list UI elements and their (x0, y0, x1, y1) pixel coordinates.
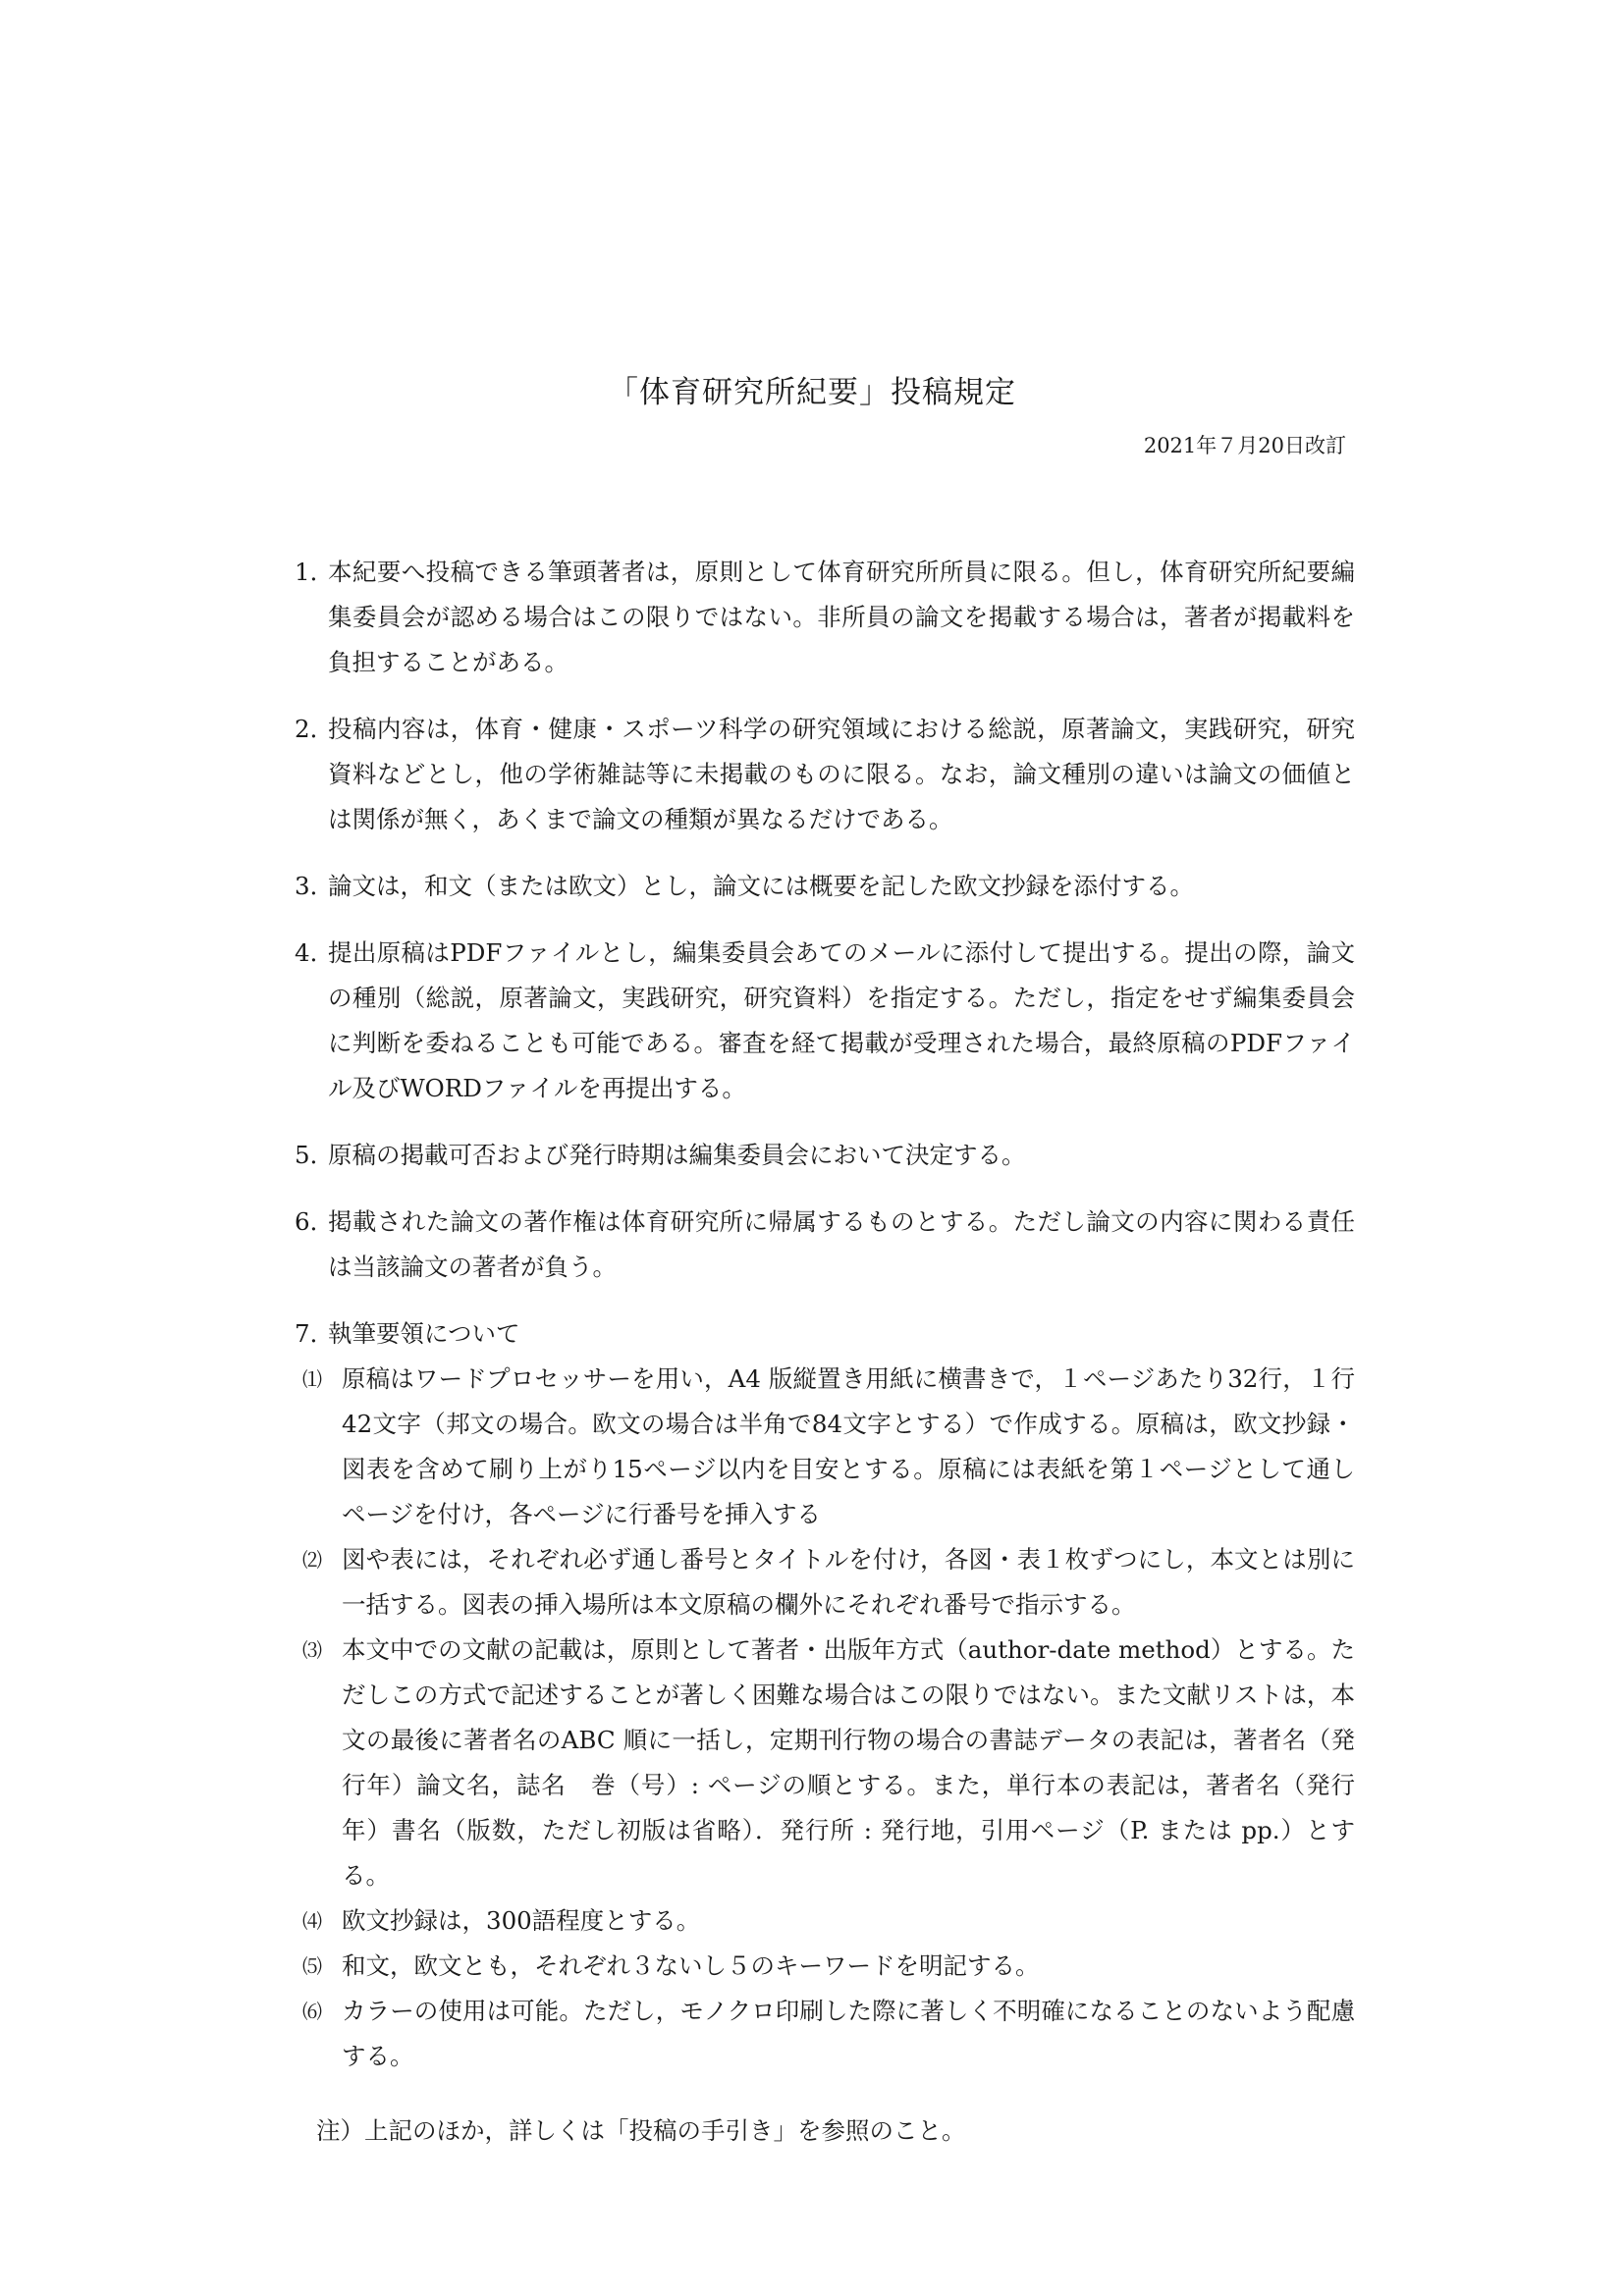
guideline-number: ⑴ (302, 1367, 322, 1391)
regulations-body (295, 550, 1355, 2154)
writing-guidelines-list (295, 1357, 1355, 2079)
rule-text: 本紀要へ投稿できる筆頭著者は，原則として体育研究所所員に限る。但し，体育研究所紀要編集委員会が認める場合はこの限りではない。非所員の論文を掲載する場合は，著者が掲載料を負担することがある。 (328, 558, 1355, 676)
rule-number: 4． (295, 938, 335, 967)
guideline-number: ⑵ (302, 1548, 322, 1572)
guideline-item-4 (295, 1898, 1355, 1944)
rule-number: 7． (295, 1319, 335, 1348)
rule-item-7 (295, 1311, 1355, 1357)
rule-item-1 (295, 550, 1355, 685)
rule-text: 投稿内容は，体育・健康・スポーツ科学の研究領域における総説，原著論文，実践研究，研究資料などとし，他の学術雑誌等に未掲載のものに限る。なお，論文種別の違いは論文の価値とは関係が無く，あくまで論文の種類が異なるだけである。 (328, 715, 1355, 833)
rule-item-5 (295, 1133, 1355, 1178)
guideline-text: 欧文抄録は，300語程度とする。 (342, 1906, 701, 1935)
rule-text: 原稿の掲載可否および発行時期は編集委員会において決定する。 (328, 1141, 1026, 1169)
guideline-item-5 (295, 1944, 1355, 1989)
rule-item-6 (295, 1200, 1355, 1290)
guideline-number: ⑸ (302, 1954, 322, 1978)
rule-item-2 (295, 707, 1355, 842)
guideline-item-2 (295, 1537, 1355, 1628)
guideline-number: ⑶ (302, 1638, 322, 1662)
rule-number: 6． (295, 1207, 335, 1236)
revision-date: 2021年７月20日改訂 (1143, 434, 1346, 457)
guideline-text: カラーの使用は可能。ただし，モノクロ印刷した際に著しく不明確になることのないよう配慮する。 (342, 1997, 1355, 2070)
rule-number: 1． (295, 558, 335, 586)
rule-text: 掲載された論文の著作権は体育研究所に帰属するものとする。ただし論文の内容に関わる責任は当該論文の著者が負う。 (328, 1207, 1355, 1281)
rule-number: 2． (295, 715, 335, 743)
guideline-item-1 (295, 1357, 1355, 1537)
rule-text: 提出原稿はPDFファイルとし，編集委員会あてのメールに添付して提出する。提出の際，論文の種別（総説，原著論文，実践研究，研究資料）を指定する。ただし，指定をせず編集委員会に判断を委ねることも可能である。審査を経て掲載が受理された場合，最終原稿のPDFファイル及びWORDファイルを再提出する。 (328, 938, 1355, 1102)
rule-number: 5． (295, 1141, 335, 1169)
guideline-text: 和文，欧文とも，それぞれ３ないし５のキーワードを明記する。 (342, 1951, 1040, 1980)
rule-text: 論文は，和文（または欧文）とし，論文には概要を記した欧文抄録を添付する。 (328, 872, 1194, 900)
rule-text: 執筆要領について (328, 1319, 520, 1348)
guideline-number: ⑹ (302, 2000, 322, 2023)
guideline-text: 本文中での文献の記載は，原則として著者・出版年方式（author-date method）とする。ただしこの方式で記述することが著しく困難な場合はこの限りではない。また文献リストは，本文の最後に著者名のABC 順に一括し，定期刊行物の場合の書誌データの表記は，著者名（発行年）論文名，誌名 巻（号）: ページの順とする。また，単行本の表記は，著者名（発行年）書名（版数，ただし初版は省略）．発行所 : 発行地，引用ページ（P. または pp.）とする。 (342, 1635, 1355, 1890)
guideline-number: ⑷ (302, 1909, 322, 1933)
guideline-item-3 (295, 1628, 1355, 1898)
rule-number: 3． (295, 872, 335, 900)
rule-item-3 (295, 864, 1355, 909)
rule-item-4 (295, 931, 1355, 1111)
footnote: 注）上記のほか，詳しくは「投稿の手引き」を参照のこと。 (316, 2116, 966, 2145)
guideline-text: 図や表には，それぞれ必ず通し番号とタイトルを付け，各図・表１枚ずつにし，本文とは別に一括する。図表の挿入場所は本文原稿の欄外にそれぞれ番号で指示する。 (342, 1545, 1355, 1619)
guideline-item-6 (295, 1989, 1355, 2079)
document-title: 「体育研究所紀要」投稿規定 (608, 375, 1016, 410)
guideline-text: 原稿はワードプロセッサーを用い，A4 版縦置き用紙に横書きで，１ページあたり32行，１行42文字（邦文の場合。欧文の場合は半角で84文字とする）で作成する。原稿は，欧文抄録・図表を含めて刷り上がり15ページ以内を目安とする。原稿には表紙を第１ページとして通しページを付け，各ページに行番号を挿入する (342, 1364, 1355, 1528)
